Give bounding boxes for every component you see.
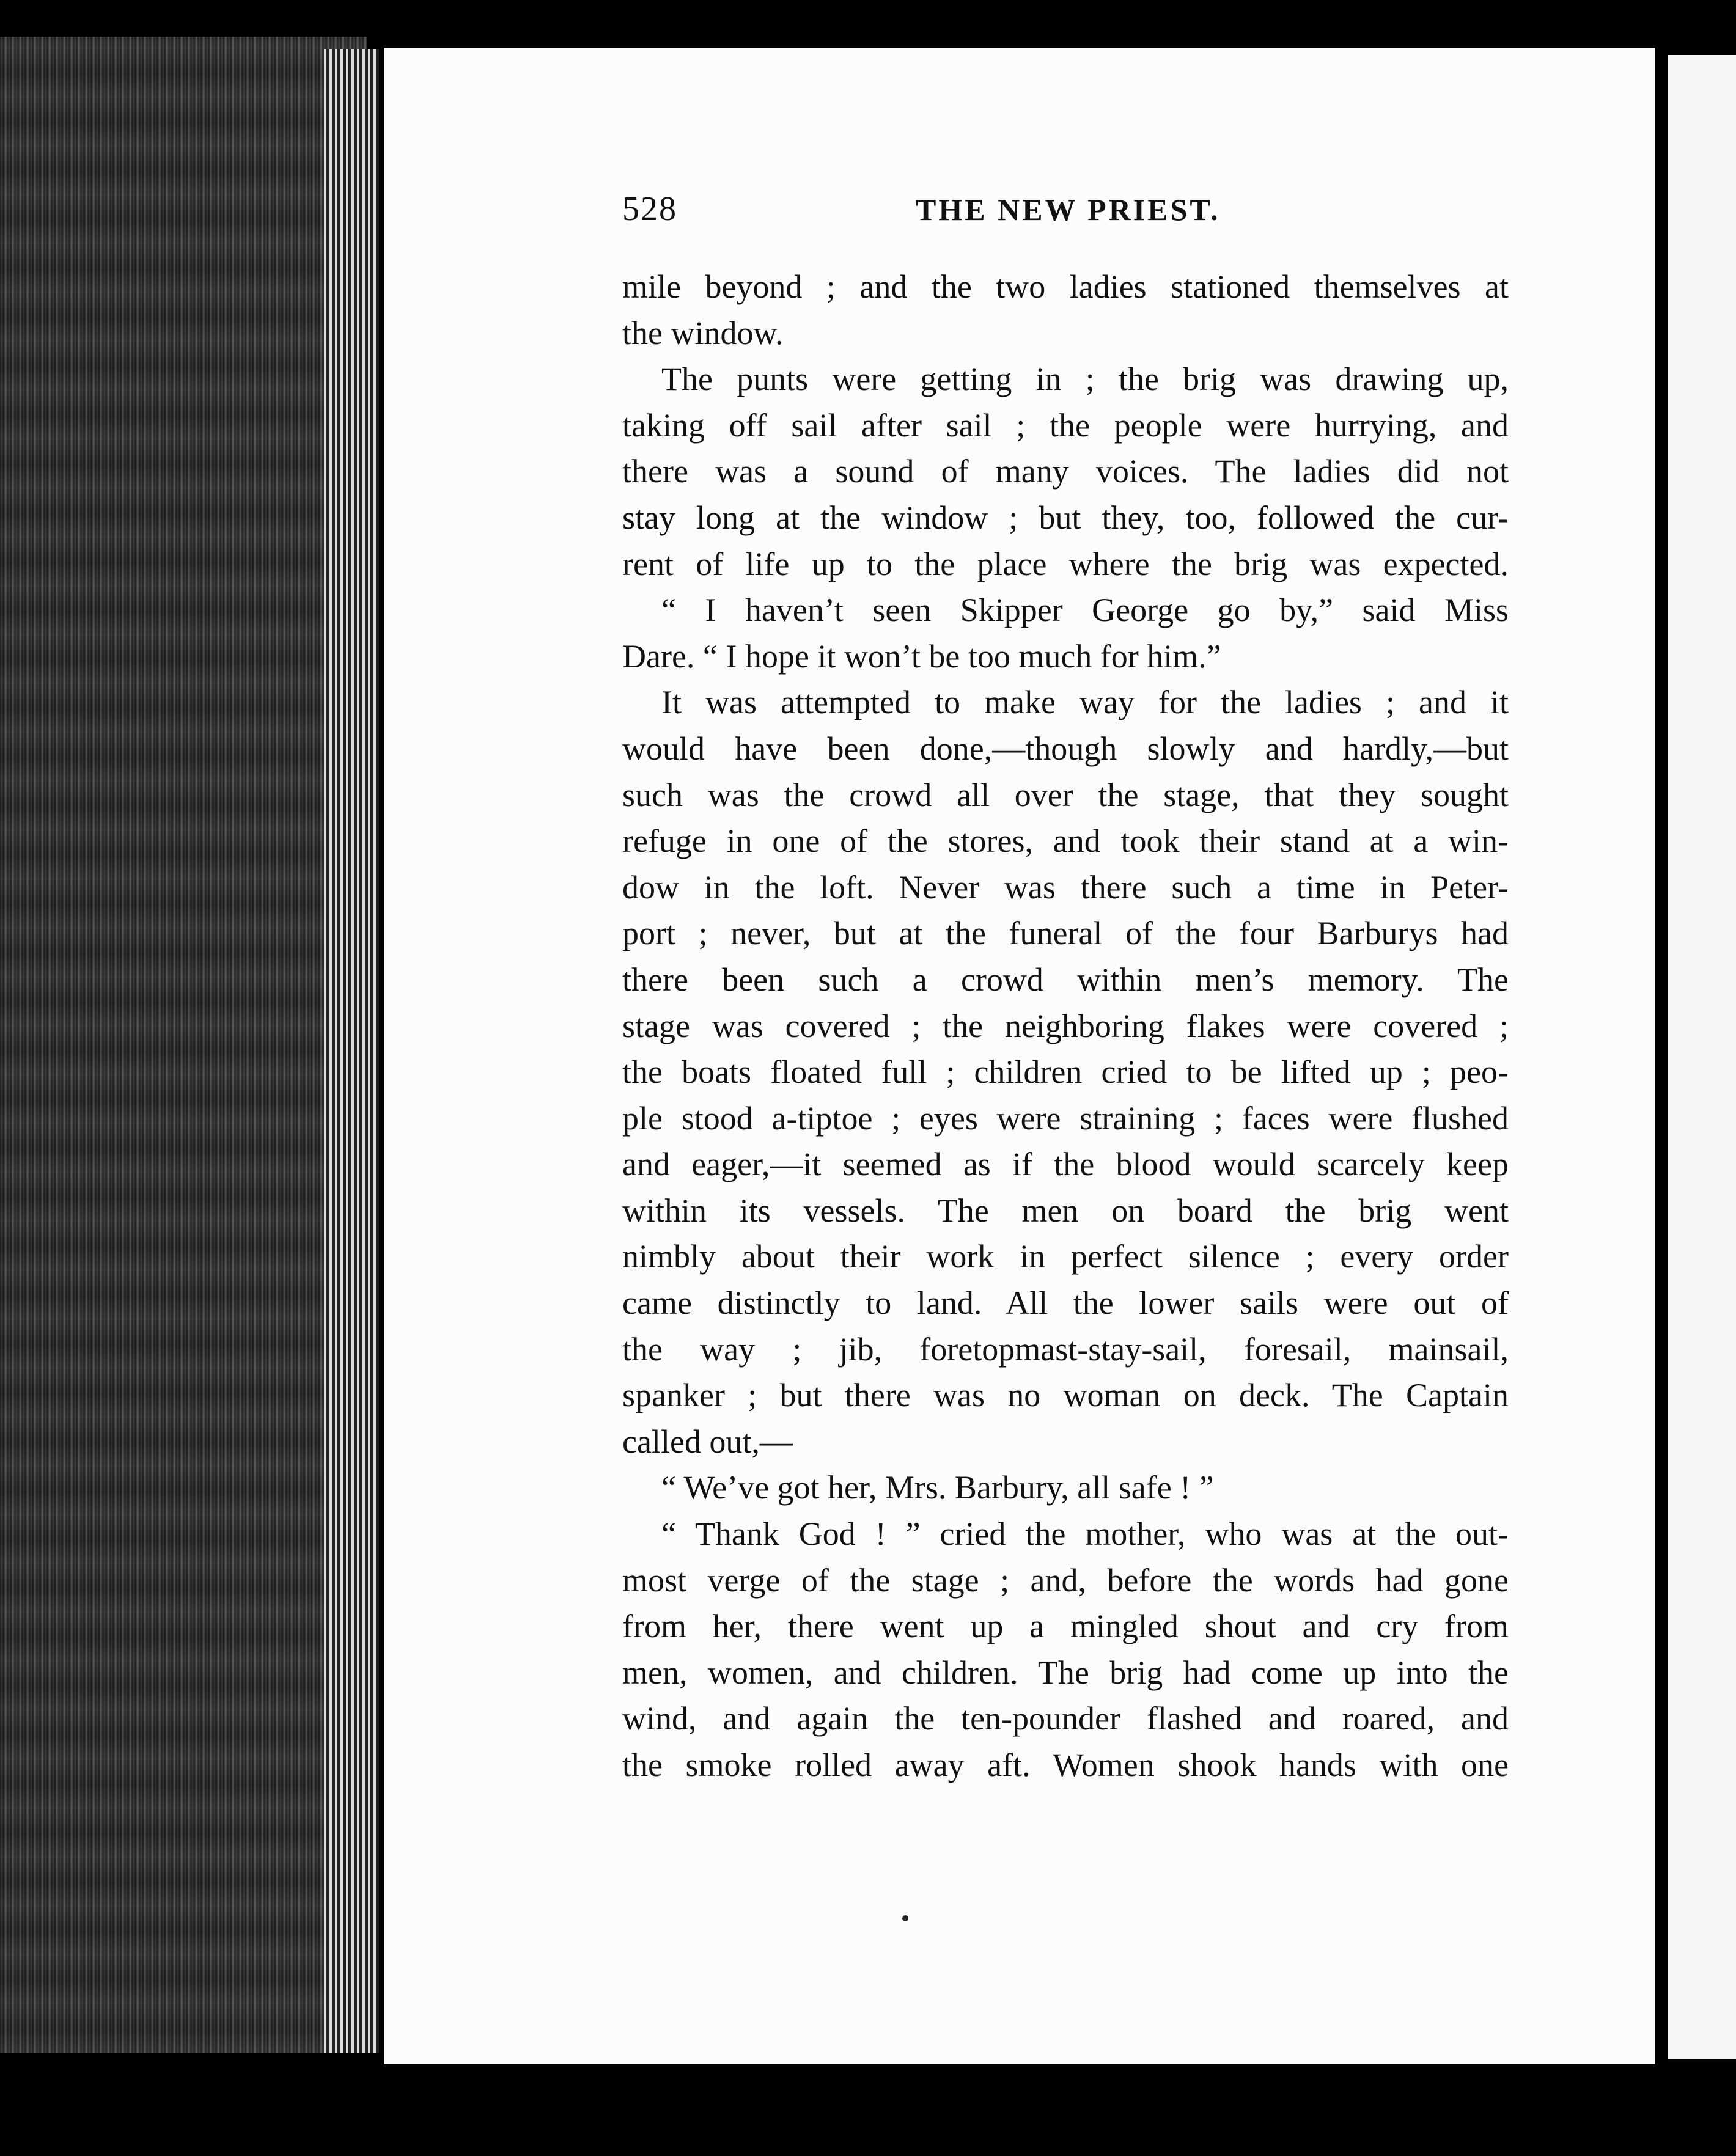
text-line: came distinctly to land. All the lower sails were out of (622, 1285, 1509, 1322)
text-line: there was a sound of many voices. The ladies did not (622, 453, 1509, 490)
text-line: “ Thank God ! ” cried the mother, who was at the out- (661, 1516, 1509, 1553)
text-line: “ We’ve got her, Mrs. Barbury, all safe ! ” (661, 1469, 1214, 1506)
text-line: within its vessels. The men on board the brig went (622, 1192, 1509, 1229)
text-line: refuge in one of the stores, and took their stand at a win- (622, 823, 1509, 860)
text-line: the way ; jib, foretopmast-stay-sail, foresail, mainsail, (622, 1330, 1509, 1368)
text-line: dow in the loft. Never was there such a time in Peter- (622, 868, 1509, 906)
text-line: men, women, and children. The brig had come up into the (622, 1654, 1509, 1691)
ink-dot (902, 1915, 908, 1921)
text-line: spanker ; but there was no woman on deck. The Captain (622, 1377, 1509, 1414)
text-line: taking off sail after sail ; the people were hurrying, and (622, 406, 1509, 444)
text-line: the boats floated full ; children cried to be lifted up ; peo- (622, 1054, 1509, 1091)
text-line: stay long at the window ; but they, too, followed the cur- (622, 499, 1509, 536)
text-line: would have been done,—though slowly and hardly,—but (622, 730, 1509, 767)
text-line: there been such a crowd within men’s memory. The (622, 961, 1509, 998)
text-line: the smoke rolled away aft. Women shook hands with one (622, 1747, 1509, 1783)
running-head: THE NEW PRIEST. (916, 193, 1221, 227)
text-line: most verge of the stage ; and, before the words had gone (622, 1561, 1509, 1599)
text-line: mile beyond ; and the two ladies stationed themselves at (622, 268, 1509, 305)
book-fore-edge (0, 37, 367, 2053)
text-line: called out,— (622, 1423, 793, 1460)
text-line: port ; never, but at the funeral of the four Barburys had (622, 915, 1509, 952)
text-line: It was attempted to make way for the ladies ; and it (661, 684, 1509, 721)
text-line: “ I haven’t seen Skipper George go by,” said Miss (661, 592, 1509, 629)
text-line: from her, there went up a mingled shout and cry from (622, 1608, 1509, 1645)
text-line: The punts were getting in ; the brig was drawing up, (661, 361, 1509, 398)
page-number: 528 (622, 190, 677, 228)
text-line: stage was covered ; the neighboring flakes were covered ; (622, 1007, 1509, 1044)
text-line: ple stood a-tiptoe ; eyes were straining ; faces were flushed (622, 1099, 1509, 1137)
text-line: wind, and again the ten-pounder flashed and roared, and (622, 1700, 1509, 1737)
facing-page-edge (1668, 55, 1736, 2059)
text-line: the window. (622, 314, 784, 351)
text-line: such was the crowd all over the stage, that they sought (622, 776, 1509, 813)
text-line: Dare. “ I hope it won’t be too much for him.” (622, 637, 1221, 675)
text-line: and eager,—it seemed as if the blood would scarcely keep (622, 1146, 1509, 1183)
page-edge-lines (324, 49, 379, 2053)
body-text (622, 264, 1509, 1789)
page-header (622, 189, 1509, 238)
text-line: rent of life up to the place where the brig was expected. (622, 545, 1509, 582)
text-line: nimbly about their work in perfect silence ; every order (622, 1238, 1509, 1275)
